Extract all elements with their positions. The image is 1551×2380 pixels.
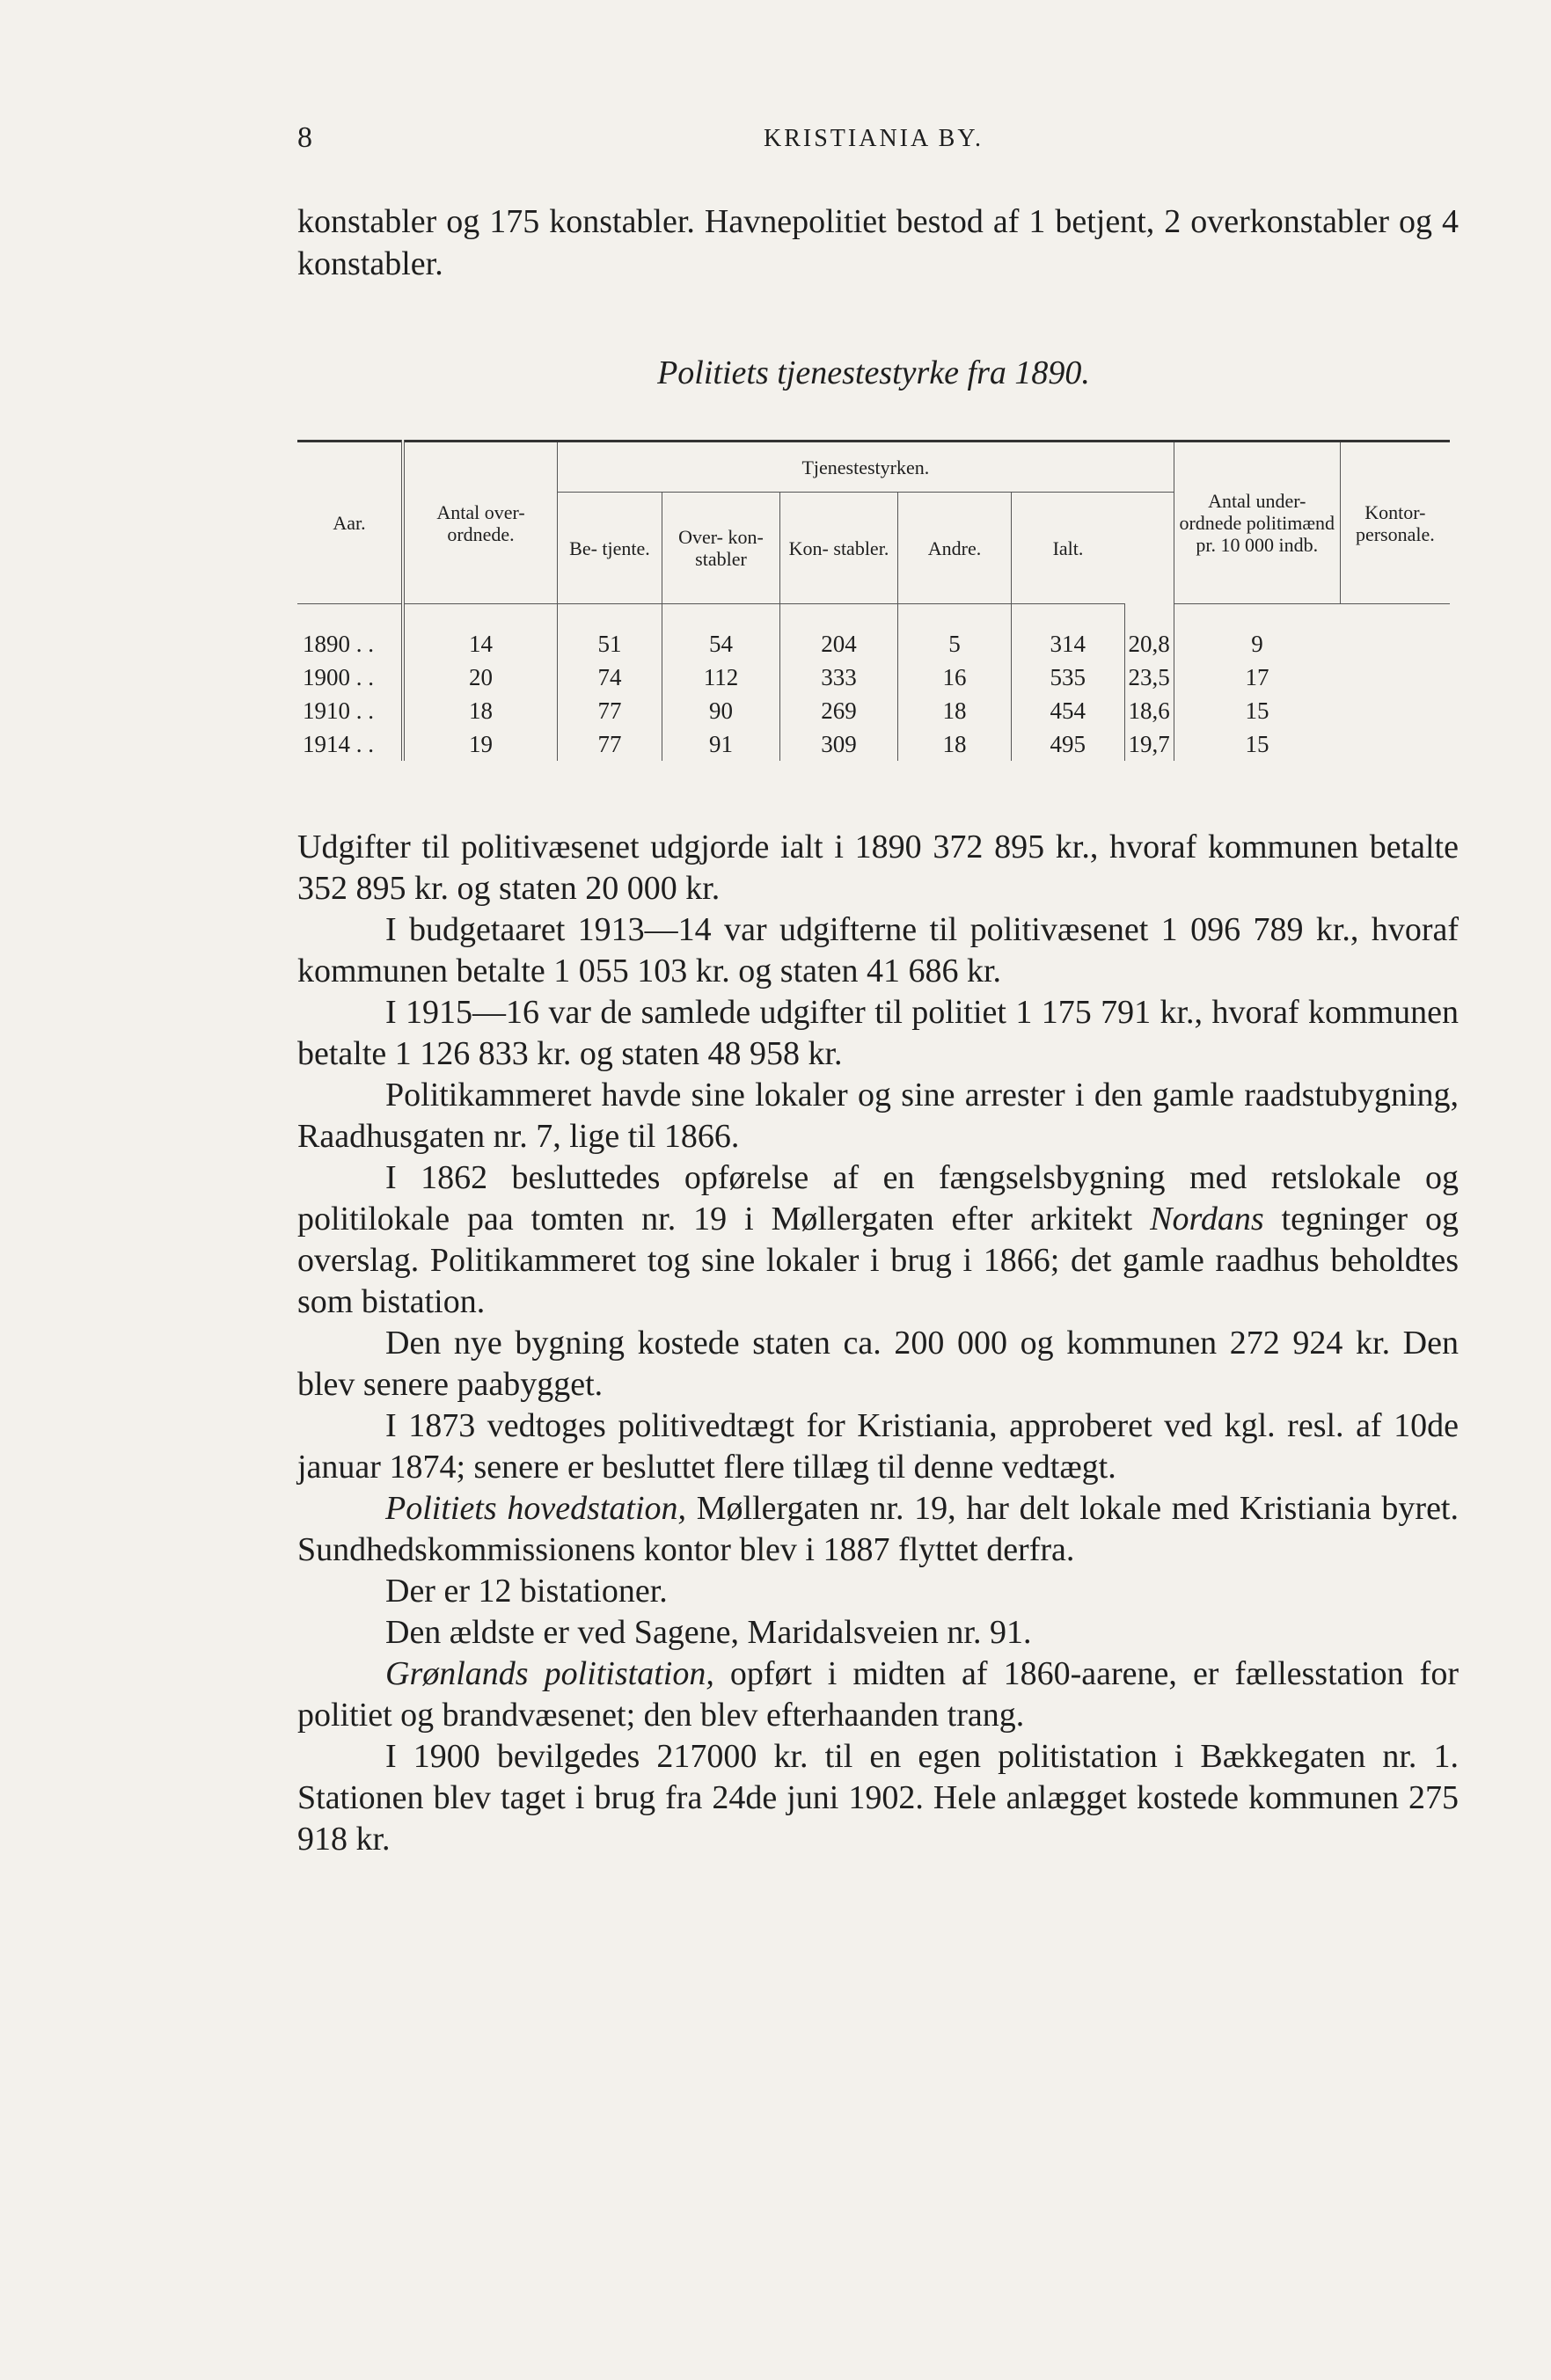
paragraph: Den ældste er ved Sagene, Maridalsveien nr. 91. <box>385 1614 1032 1651</box>
cell-betjente: 74 <box>558 661 662 694</box>
cell-andre: 16 <box>898 661 1012 694</box>
running-title: KRISTIANIA BY. <box>764 125 984 152</box>
cell-kontor: 15 <box>1174 727 1340 761</box>
section-term: Politiets hovedstation, <box>385 1490 687 1527</box>
col-andre: Andre. <box>898 493 1012 604</box>
paragraph-text: tegninger og overslag. Politikammeret tog sine lokaler i brug i 1866; det gamle raadhus beholdtes som bistation. <box>297 1201 1459 1320</box>
cell-andre: 18 <box>898 694 1012 727</box>
cell-ialt: 535 <box>1012 661 1125 694</box>
page-number: 8 <box>297 121 312 154</box>
paragraph <box>297 1157 1459 1323</box>
col-ialt: Ialt. <box>1012 493 1125 604</box>
col-kontorpersonale: Kontor- personale. <box>1340 442 1450 604</box>
paragraph: I budgetaaret 1913—14 var udgifterne til politivæsenet 1 096 789 kr., hvoraf kommunen betalte 1 055 103 kr. og staten 41 686 kr. <box>297 911 1459 989</box>
cell-overordnede: 20 <box>403 661 558 694</box>
cell-aar: 1900 . . <box>303 664 374 690</box>
table-title: Politiets tjenestestyrke fra 1890. <box>657 354 1090 391</box>
cell-ialt: 314 <box>1012 604 1125 661</box>
cell-aar: 1890 . . <box>303 631 374 657</box>
cell-konstabler: 309 <box>780 727 898 761</box>
cell-andre: 5 <box>898 604 1012 661</box>
col-aar: Aar. <box>297 442 403 604</box>
page-header <box>297 121 1450 165</box>
cell-pr10000: 19,7 <box>1124 727 1174 761</box>
cell-pr10000: 23,5 <box>1124 661 1174 694</box>
cell-aar: 1914 . . <box>303 731 374 757</box>
cell-overordnede: 18 <box>403 694 558 727</box>
table-row <box>297 604 1450 661</box>
cell-overkonstabler: 54 <box>662 604 780 661</box>
cell-betjente: 51 <box>558 604 662 661</box>
col-betjente: Be- tjente. <box>558 493 662 604</box>
cell-kontor: 15 <box>1174 694 1340 727</box>
paragraph-text: opført i midten af 1860-aarene, er fællesstation for politiet og brandvæsenet; den blev efterhaanden trang. <box>297 1655 1459 1734</box>
paragraph <box>297 1654 1459 1736</box>
cell-overordnede: 19 <box>403 727 558 761</box>
cell-ialt: 495 <box>1012 727 1125 761</box>
cell-kontor: 17 <box>1174 661 1340 694</box>
table-row <box>297 694 1450 727</box>
paragraph: I 1873 vedtoges politivedtægt for Kristiania, approberet ved kgl. resl. af 10de januar 1874; senere er besluttet flere tillæg til denne vedtægt. <box>297 1407 1459 1486</box>
intro-paragraph <box>297 201 1459 285</box>
paragraph: I 1915—16 var de samlede udgifter til politiet 1 175 791 kr., hvoraf kommunen betalte 1 126 833 kr. og staten 48 958 kr. <box>297 994 1459 1072</box>
cell-overkonstabler: 91 <box>662 727 780 761</box>
cell-pr10000: 18,6 <box>1124 694 1174 727</box>
paragraph: Politikammeret havde sine lokaler og sine arrester i den gamle raadstubygning, Raadhusgaten nr. 7, lige til 1866. <box>297 1077 1459 1155</box>
intro-text: konstabler og 175 konstabler. Havnepolitiet bestod af 1 betjent, 2 overkonstabler og 4 konstabler. <box>297 203 1459 282</box>
staff-table <box>297 440 1450 761</box>
cell-aar: 1910 . . <box>303 697 374 724</box>
paragraph: Udgifter til politivæsenet udgjorde ialt i 1890 372 895 kr., hvoraf kommunen betalte 352 895 kr. og staten 20 000 kr. <box>297 829 1459 907</box>
paragraph: Den nye bygning kostede staten ca. 200 000 og kommunen 272 924 kr. Den blev senere paabygget. <box>297 1325 1459 1403</box>
cell-ialt: 454 <box>1012 694 1125 727</box>
cell-konstabler: 269 <box>780 694 898 727</box>
col-antal-underordnede: Antal under- ordnede politimænd pr. 10 000 indb. <box>1174 442 1340 604</box>
col-antal-overordnede: Antal over- ordnede. <box>403 442 558 604</box>
col-group-tjenestestyrken: Tjenestestyrken. <box>558 442 1174 493</box>
cell-pr10000: 20,8 <box>1124 604 1174 661</box>
paragraph <box>297 1488 1459 1571</box>
col-konstabler: Kon- stabler. <box>780 493 898 604</box>
cell-betjente: 77 <box>558 694 662 727</box>
cell-konstabler: 333 <box>780 661 898 694</box>
cell-overordnede: 14 <box>403 604 558 661</box>
architect-name: Nordans <box>1150 1201 1264 1237</box>
section-term: Grønlands politistation, <box>385 1655 714 1692</box>
paragraph: I 1900 bevilgedes 217000 kr. til en egen politistation i Bækkegaten nr. 1. Stationen blev taget i brug fra 24de juni 1902. Hele anlægget kostede kommunen 275 918 kr. <box>297 1738 1459 1858</box>
paragraph: Der er 12 bistationer. <box>385 1573 668 1610</box>
table-row <box>297 661 1450 694</box>
col-overkonstabler: Over- kon- stabler <box>662 493 780 604</box>
cell-konstabler: 204 <box>780 604 898 661</box>
cell-betjente: 77 <box>558 727 662 761</box>
table-row <box>297 727 1450 761</box>
paragraph-text: I 1862 besluttedes opførelse af en fængselsbygning med retslokale og politilokale paa tomten nr. 19 i Møllergaten efter arkitekt <box>297 1159 1459 1237</box>
cell-overkonstabler: 90 <box>662 694 780 727</box>
cell-overkonstabler: 112 <box>662 661 780 694</box>
body-text <box>297 827 1459 1860</box>
paragraph-text: Møllergaten nr. 19, har delt lokale med Kristiania byret. Sundhedskommissionens kontor blev i 1887 flyttet derfra. <box>297 1490 1459 1568</box>
cell-andre: 18 <box>898 727 1012 761</box>
cell-kontor: 9 <box>1174 604 1340 661</box>
